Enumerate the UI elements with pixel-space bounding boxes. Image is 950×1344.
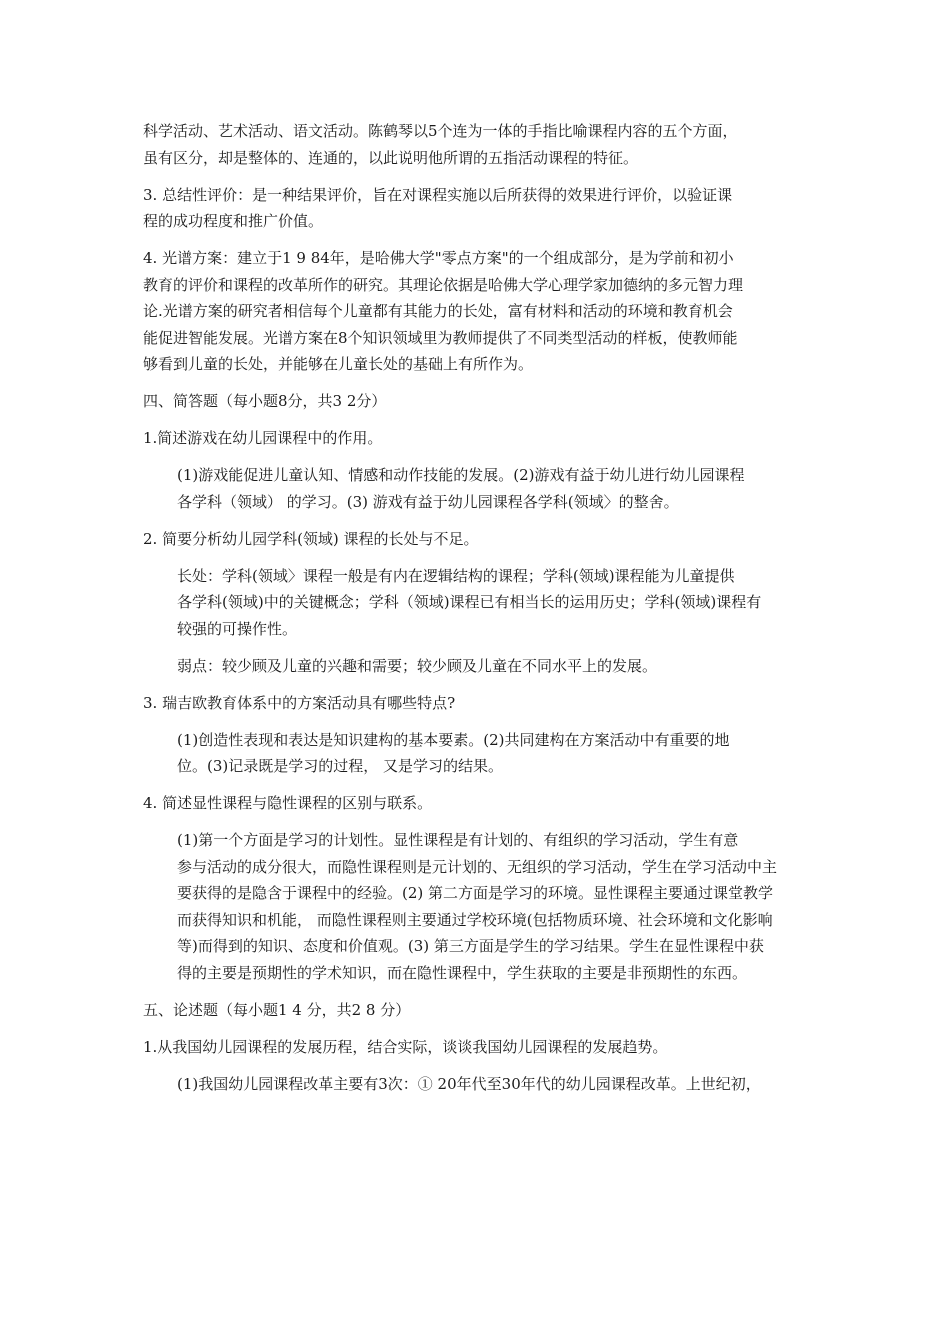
text-line: 要获得的是隐含于课程中的经验。(2) 第二方面是学习的环境。显性课程主要通过课堂教学 [177, 884, 774, 902]
paragraph [143, 690, 813, 717]
paragraph [143, 653, 813, 680]
text-line: (1)第一个方面是学习的计划性。显性课程是有计划的、有组织的学习活动，学生有意 [177, 831, 739, 849]
text-line: 位。(3)记录既是学习的过程， 又是学习的结果。 [177, 757, 504, 775]
paragraph [143, 1071, 813, 1098]
text-line: 论.光谱方案的研究者相信每个儿童都有其能力的长处，富有材料和活动的环境和教育机会 [143, 302, 733, 320]
text-line: 够看到儿童的长处，并能够在儿童长处的基础上有所作为。 [143, 355, 534, 373]
text-line: 3. 总结性评价：是一种结果评价，旨在对课程实施以后所获得的效果进行评价，以验证课 [143, 185, 733, 204]
text-line: 长处：学科(领域〉课程一般是有内在逻辑结构的课程；学科(领域)课程能为儿童提供 [177, 566, 735, 585]
text-line: (1)创造性表现和表达是知识建构的基本要素。(2)共同建构在方案活动中有重要的地 [177, 730, 730, 749]
text-line: 各学科（领域） 的学习。(3) 游戏有益于幼儿园课程各学科(领域〉的整舍。 [177, 492, 679, 511]
text-line: 而获得知识和机能， 而隐性课程则主要通过学校环境(包括物质环境、社会环境和文化影响 [177, 910, 773, 929]
paragraph [143, 182, 813, 235]
paragraph [143, 118, 813, 171]
text-line: 较强的可操作性。 [177, 619, 298, 638]
text-line: 1.从我国幼儿园课程的发展历程，结合实际，谈谈我国幼儿园课程的发展趋势。 [143, 1037, 668, 1056]
paragraph [143, 462, 813, 515]
paragraph [143, 827, 813, 986]
text-line: 1.简述游戏在幼儿园课程中的作用。 [143, 429, 383, 447]
text-line: 3. 瑞吉欧教育体系中的方案活动具有哪些特点? [143, 693, 456, 712]
text-line: (1)游戏能促进儿童认知、情感和动作技能的发展。(2)游戏有益于幼儿进行幼儿园课程 [177, 466, 745, 484]
text-line: 各学科(领域)中的关键概念；学科（领域)课程已有相当长的运用历史；学科(领域)课程有 [177, 593, 762, 611]
text-line: 等)而得到的知识、态度和价值观。(3) 第三方面是学生的学习结果。学生在显性课程中获 [177, 937, 764, 955]
document-body [143, 118, 813, 1108]
text-line: 科学活动、艺术活动、语文活动。陈鹤琴以5个连为一体的手指比喻课程内容的五个方面， [143, 122, 738, 140]
section-heading [143, 388, 813, 415]
paragraph [143, 790, 813, 817]
paragraph [143, 526, 813, 553]
section-heading [143, 997, 813, 1024]
text-line: 4. 光谱方案：建立于1 9 84年，是哈佛大学"零点方案"的一个组成部分，是为学前和初小 [143, 249, 734, 267]
paragraph [143, 563, 813, 643]
text-line: (1)我国幼儿园课程改革主要有3次：① 20年代至30年代的幼儿园课程改革。上世纪初， [177, 1074, 761, 1093]
text-line: 能促进智能发展。光谱方案在8个知识领域里为教师提供了不同类型活动的样板，使教师能 [143, 328, 738, 347]
text-line: 得的主要是预期性的学术知识，而在隐性课程中，学生获取的主要是非预期性的东西。 [177, 963, 748, 982]
text-line: 程的成功程度和推广价值。 [143, 212, 324, 230]
text-line: 教育的评价和课程的改革所作的研究。其理论依据是哈佛大学心理学家加德纳的多元智力理 [143, 275, 744, 294]
paragraph [143, 1034, 813, 1061]
text-line: 2. 简要分析幼儿园学科(领域) 课程的长处与不足。 [143, 529, 479, 548]
paragraph [143, 727, 813, 780]
text-line: 虽有区分，却是整体的、连通的，以此说明他所谓的五指活动课程的特征。 [143, 148, 639, 167]
paragraph [143, 425, 813, 452]
text-line: 参与活动的成分很大，而隐性课程则是元计划的、无组织的学习活动，学生在学习活动中主 [177, 857, 778, 876]
text-line: 四、简答题（每小题8分，共3 2分） [143, 392, 387, 410]
paragraph [143, 245, 813, 378]
text-line: 五、论述题（每小题1 4 分，共2 8 分） [143, 1000, 411, 1019]
text-line: 4. 简述显性课程与隐性课程的区别与联系。 [143, 794, 433, 812]
text-line: 弱点：较少顾及儿童的兴趣和需要；较少顾及儿童在不同水平上的发展。 [177, 656, 658, 675]
